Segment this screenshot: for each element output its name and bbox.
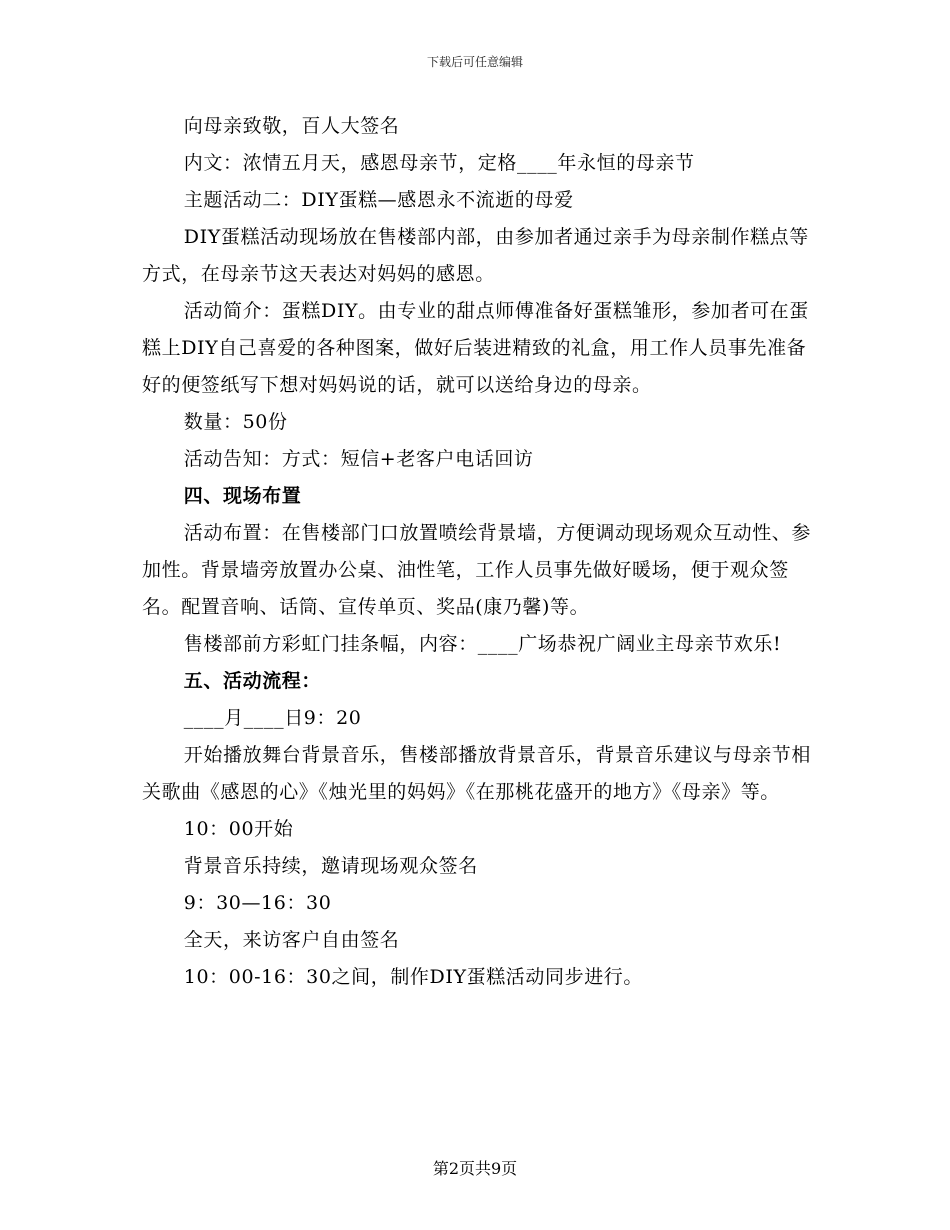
paragraph: 主题活动二：DIY蛋糕—感恩永不流逝的母爱 bbox=[183, 189, 574, 211]
paragraph: 开始播放舞台背景音乐，售楼部播放背景音乐，背景音乐建议与母亲节相关歌曲《感恩的心》《烛光里的妈妈》《在那桃花盛开的地方》《母亲》等。 bbox=[142, 744, 811, 803]
paragraph: 内文：浓情五月天，感恩母亲节，定格____年永恒的母亲节 bbox=[183, 152, 695, 174]
paragraph: 活动告知：方式：短信+老客户电话回访 bbox=[183, 448, 534, 470]
paragraph: 9：30—16：30 bbox=[183, 892, 332, 914]
paragraph: 活动简介：蛋糕DIY。由专业的甜点师傅准备好蛋糕雏形，参加者可在蛋糕上DIY自己喜爱的各种图案，做好后装进精致的礼盒，用工作人员事先准备好的便签纸写下想对妈妈说的话，就可以送给身边的母亲。 bbox=[142, 300, 809, 396]
page-header: 下载后可任意编辑 bbox=[426, 55, 523, 69]
paragraph: 数量：50份 bbox=[183, 411, 288, 433]
paragraph: 全天，来访客户自由签名 bbox=[183, 929, 400, 951]
paragraph: 售楼部前方彩虹门挂条幅，内容：____广场恭祝广阔业主母亲节欢乐! bbox=[183, 633, 782, 655]
paragraph: 向母亲致敬，百人大签名 bbox=[183, 115, 400, 137]
paragraph: 活动布置：在售楼部门口放置喷绘背景墙，方便调动现场观众互动性、参加性。背景墙旁放置办公桌、油性笔，工作人员事先做好暖场，便于观众签名。配置音响、话筒、宣传单页、奖品(康乃馨)等。 bbox=[142, 522, 811, 618]
section-heading: 五、活动流程： bbox=[183, 670, 321, 692]
page-footer: 第2页共9页 bbox=[432, 1159, 518, 1178]
paragraph: 10：00开始 bbox=[183, 818, 294, 840]
paragraph: DIY蛋糕活动现场放在售楼部内部，由参加者通过亲手为母亲制作糕点等方式，在母亲节这天表达对妈妈的感恩。 bbox=[142, 226, 809, 285]
paragraph: 10：00-16：30之间，制作DIY蛋糕活动同步进行。 bbox=[183, 966, 644, 988]
paragraph: 背景音乐持续，邀请现场观众签名 bbox=[183, 855, 478, 877]
section-heading: 四、现场布置 bbox=[183, 485, 302, 507]
document-body bbox=[142, 108, 812, 996]
paragraph: ____月____日9：20 bbox=[183, 707, 362, 729]
